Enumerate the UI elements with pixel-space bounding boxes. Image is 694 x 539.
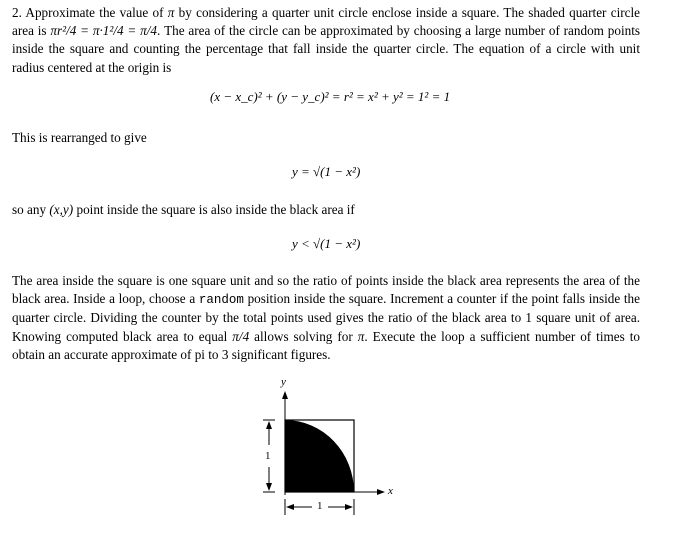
inequality-text: y < √(1 − x²) bbox=[292, 236, 361, 251]
y-axis-arrowhead bbox=[282, 391, 288, 399]
sqrt-equation bbox=[292, 164, 360, 180]
loop-text-4: . Execute the loop a sufficient number of times to obtain an accurate approximate of pi to 3 significant figures. bbox=[12, 328, 640, 362]
loop-text-2: position inside the square. Increment a counter if the point falls inside the quarter circle. Dividing the counter by the total points used gives the ratio of the black area to 1 square unit of area. Knowing computed black area to equal bbox=[12, 291, 641, 344]
intro-text-1: Approximate the value of bbox=[21, 5, 168, 20]
rearranged-text: This is rearranged to give bbox=[12, 130, 147, 145]
inside-paragraph bbox=[12, 201, 640, 219]
y-axis-label: y bbox=[281, 376, 286, 388]
inequality bbox=[292, 236, 360, 252]
intro-text-3: . The area of the circle can be approximated by choosing a large number of random points inside the square and counting the percentage that fall inside the quarter circle. The equation of a circle with unit radius centered at the origin is bbox=[12, 23, 641, 75]
circle-equation bbox=[210, 89, 450, 105]
dim-bottom-left-arrow bbox=[286, 504, 294, 510]
loop-paragraph bbox=[12, 272, 640, 364]
x-axis-arrowhead bbox=[377, 489, 385, 495]
loop-text-3: allows solving for bbox=[249, 328, 358, 344]
random-code: random bbox=[198, 293, 244, 308]
bottom-length-label: 1 bbox=[317, 500, 323, 512]
point-notation: (x,y) bbox=[49, 202, 74, 217]
dim-bottom-right-arrow bbox=[345, 504, 353, 510]
figure-svg bbox=[250, 375, 410, 525]
dim-left-up-arrow bbox=[266, 421, 272, 429]
inside-text-1: so any bbox=[12, 202, 50, 217]
pi-over-4: π/4 bbox=[232, 328, 250, 344]
intro-paragraph bbox=[12, 4, 640, 77]
quarter-circle-figure bbox=[250, 375, 410, 525]
pi-symbol-2: π bbox=[357, 328, 365, 344]
loop-text-1: The area inside the square is one square unit and so the ratio of points inside the black area represents the area of the black area. Inside a loop, choose a bbox=[12, 273, 640, 307]
inside-text-2: point inside the square is also inside the black area if bbox=[73, 202, 355, 217]
quarter-circle bbox=[285, 420, 354, 492]
circle-equation-text: (x − x_c)² + (y − y_c)² = r² = x² + y² = 1² = 1 bbox=[210, 89, 451, 104]
side-length-label: 1 bbox=[265, 450, 271, 462]
sqrt-equation-text: y = √(1 − x²) bbox=[292, 164, 361, 179]
problem-number: 2. bbox=[12, 5, 22, 20]
x-axis-label: x bbox=[388, 485, 393, 497]
pi-symbol: π bbox=[167, 5, 175, 20]
area-expression: πr²/4 = π·1²/4 = π/4 bbox=[50, 23, 157, 39]
dim-left-down-arrow bbox=[266, 483, 272, 491]
intro-text-2: by considering a quarter unit circle enclose inside a square. The shaded quarter circle area is bbox=[12, 5, 640, 39]
